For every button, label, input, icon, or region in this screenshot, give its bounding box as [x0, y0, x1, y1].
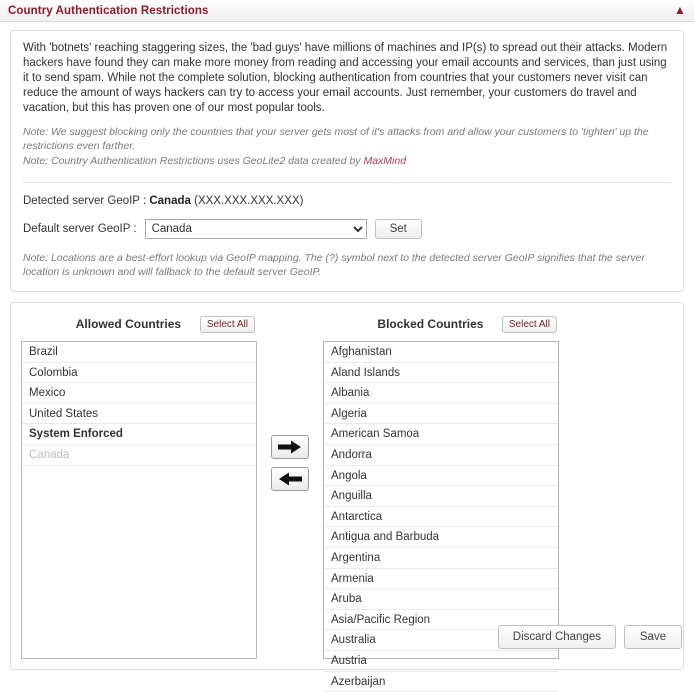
- list-item[interactable]: Australia: [324, 630, 558, 651]
- discard-changes-button[interactable]: Discard Changes: [498, 625, 616, 649]
- default-geoip-label: Default server GeoIP :: [23, 223, 137, 235]
- move-buttons: [257, 313, 323, 491]
- set-button[interactable]: Set: [375, 219, 422, 239]
- allowed-countries-column: [21, 313, 257, 659]
- divider: [23, 182, 671, 183]
- allowed-countries-header: [21, 313, 257, 335]
- blocked-select-all-button[interactable]: Select All: [502, 316, 557, 333]
- blocked-countries-column: [323, 313, 559, 659]
- chevron-up-icon[interactable]: ▲: [674, 4, 686, 16]
- allowed-countries-list[interactable]: [22, 342, 256, 658]
- arrow-right-icon[interactable]: [271, 435, 309, 459]
- list-item[interactable]: Algeria: [324, 404, 558, 425]
- note-blocking-suggestion: Note: We suggest blocking only the countries that your server gets most of it's attacks from and allow your customers to 'tighten' up the restrictions even farther.: [23, 125, 671, 153]
- list-item[interactable]: Brazil: [22, 342, 256, 363]
- note-geolite-credit: [23, 154, 671, 168]
- list-item[interactable]: Aland Islands: [324, 363, 558, 384]
- list-item[interactable]: Azerbaijan: [324, 672, 558, 692]
- allowed-select-all-button[interactable]: Select All: [200, 316, 255, 333]
- list-item[interactable]: System Enforced: [22, 424, 256, 445]
- list-item: Canada: [22, 445, 256, 466]
- list-item[interactable]: American Samoa: [324, 424, 558, 445]
- default-geoip-row: [23, 219, 671, 239]
- list-item[interactable]: Mexico: [22, 383, 256, 404]
- country-lists-box: [10, 302, 684, 670]
- footer-actions: [0, 621, 694, 657]
- info-paragraph: With 'botnets' reaching staggering sizes, the 'bad guys' have millions of machines and IP(s) to spread out their attacks. Modern hackers have found they can make more money from reading and accessing your email accounts and services, than just using it to send spam. While not the complete solution, blocking authentication from countries that your customers never visit can reduce the amount of ways hackers can try to access your email accounts. Just remember, your customers do travel and vacation, but this has proven one of our most popular tools.: [23, 41, 671, 116]
- default-geoip-select[interactable]: [145, 219, 367, 239]
- maxmind-link[interactable]: MaxMind: [363, 155, 406, 167]
- list-item[interactable]: Aruba: [324, 589, 558, 610]
- detected-geoip-ip: (XXX.XXX.XXX.XXX): [194, 195, 303, 207]
- note-geoip-lookup: Note: Locations are a best-effort lookup via GeoIP mapping. The (?) symbol next to the detected server GeoIP signifies that the server location is unknown and will fallback to the default server GeoIP.: [23, 251, 671, 279]
- list-item[interactable]: Austria: [324, 651, 558, 672]
- blocked-countries-frame: [323, 341, 559, 659]
- list-item[interactable]: Anguilla: [324, 486, 558, 507]
- allowed-countries-frame: [21, 341, 257, 659]
- save-button[interactable]: Save: [624, 625, 682, 649]
- allowed-countries-title: Allowed Countries: [23, 317, 200, 331]
- list-item[interactable]: Andorra: [324, 445, 558, 466]
- list-item[interactable]: Asia/Pacific Region: [324, 610, 558, 631]
- info-box: [10, 30, 684, 292]
- arrow-left-icon[interactable]: [271, 467, 309, 491]
- list-item[interactable]: United States: [22, 404, 256, 425]
- list-item[interactable]: Armenia: [324, 569, 558, 590]
- detected-geoip-value: Canada: [149, 195, 191, 207]
- note-geolite-text: Note: Country Authentication Restrictions uses GeoLite2 data created by: [23, 155, 363, 167]
- list-item[interactable]: Argentina: [324, 548, 558, 569]
- blocked-countries-list[interactable]: [324, 342, 558, 658]
- detected-geoip-row: [23, 195, 671, 207]
- page-title: Country Authentication Restrictions: [8, 5, 209, 17]
- blocked-countries-title: Blocked Countries: [325, 317, 502, 331]
- panel-body: [0, 22, 694, 670]
- list-item[interactable]: Afghanistan: [324, 342, 558, 363]
- blocked-countries-header: [323, 313, 559, 335]
- list-item[interactable]: Colombia: [22, 363, 256, 384]
- list-item[interactable]: Albania: [324, 383, 558, 404]
- list-item[interactable]: Antigua and Barbuda: [324, 527, 558, 548]
- panel-header: [0, 0, 694, 22]
- list-item[interactable]: Angola: [324, 466, 558, 487]
- list-item[interactable]: Antarctica: [324, 507, 558, 528]
- detected-geoip-label: Detected server GeoIP :: [23, 195, 146, 207]
